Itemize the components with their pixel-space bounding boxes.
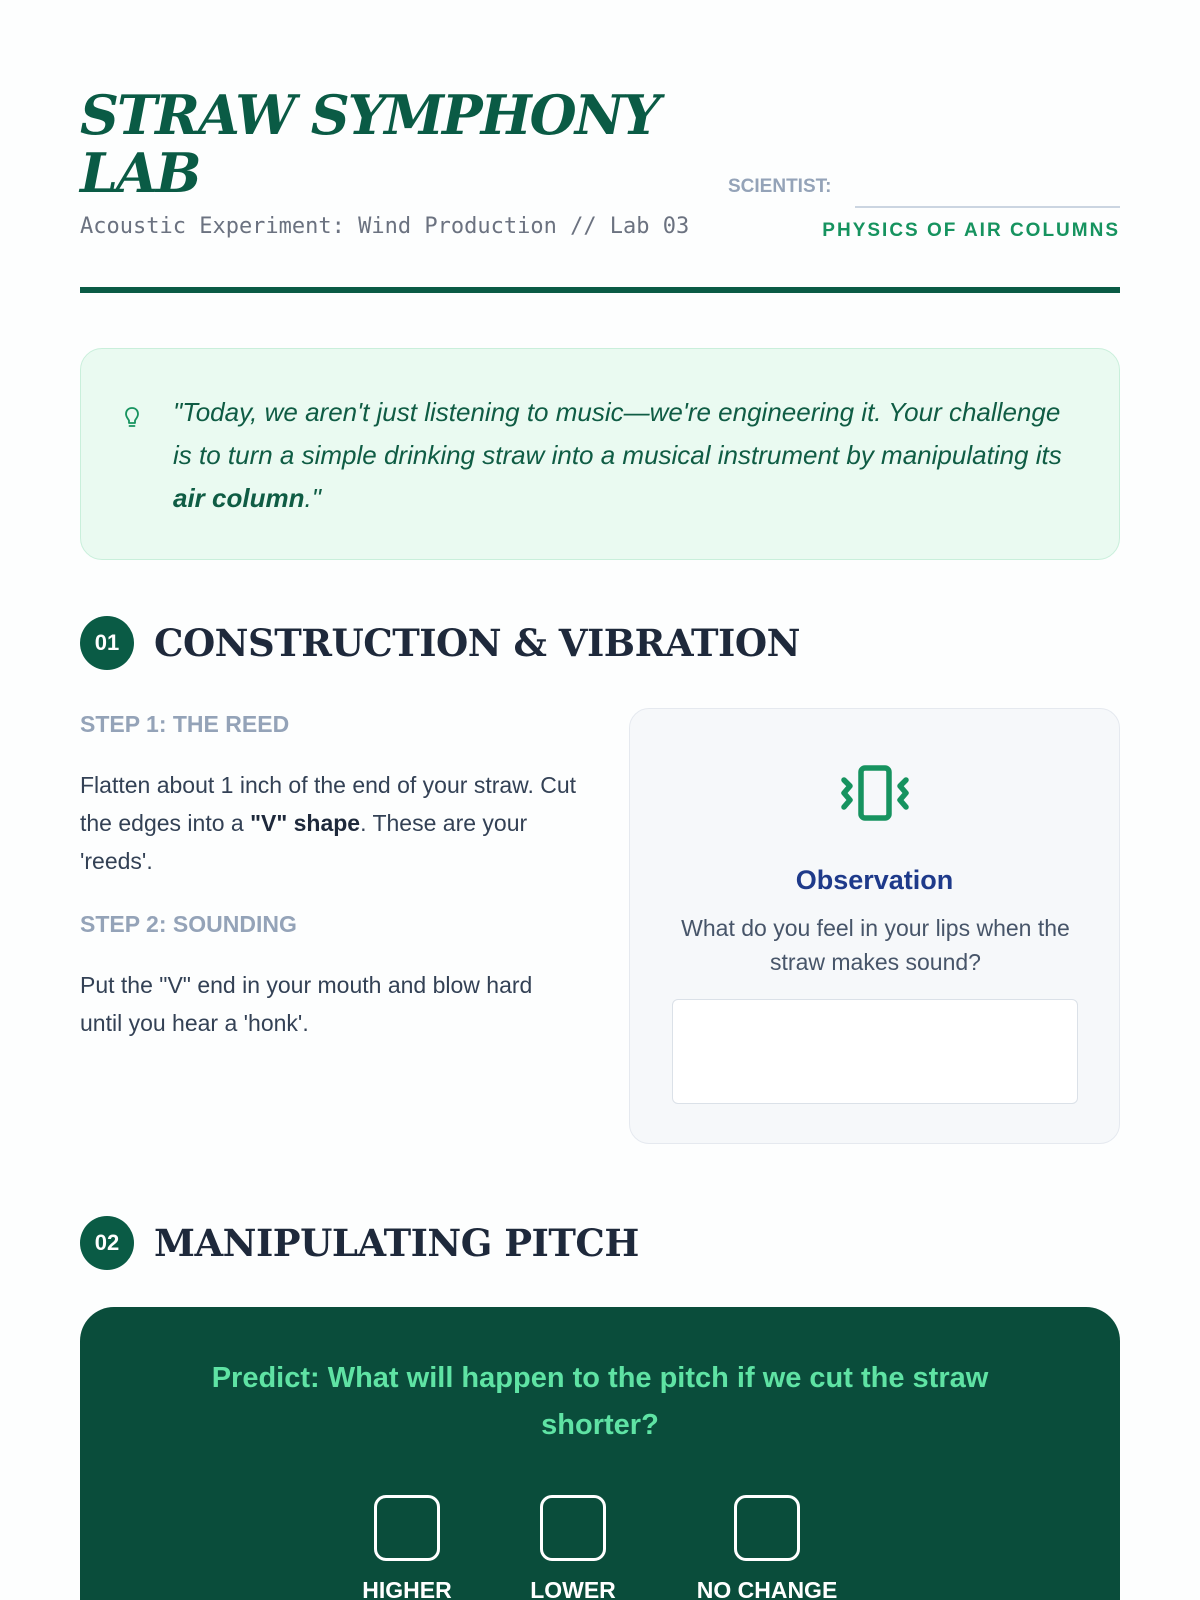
step-1-text: Flatten about 1 inch of the end of your straw. Cut the edges into a xyxy=(80,772,577,836)
prediction-question: Predict: What will happen to the pitch if we cut the straw shorter? xyxy=(211,1362,989,1441)
observation-card xyxy=(629,708,1120,1144)
intro-quote-text: "Today, we aren't just listening to music—we're engineering it. Your challenge is to turn a simple drinking straw into a musical instrument by manipulating its xyxy=(173,397,1062,470)
topic-tag: PHYSICS OF AIR COLUMNS xyxy=(822,220,1120,241)
choice-label: LOWER xyxy=(530,1577,616,1600)
choice-lower[interactable] xyxy=(493,1495,653,1600)
section-header-2 xyxy=(80,1216,1120,1270)
intro-callout xyxy=(80,348,1120,560)
choice-higher[interactable] xyxy=(327,1495,487,1600)
step-2-instructions: Put the "V" end in your mouth and blow hard until you hear a 'honk'. xyxy=(80,972,533,1036)
step-1-text-end: . These are your 'reeds'. xyxy=(80,810,528,874)
section-title: MANIPULATING PITCH xyxy=(154,1221,639,1265)
section-number-badge: 02 xyxy=(80,1216,134,1270)
step-2-label: STEP 2: SOUNDING xyxy=(80,911,297,937)
choice-label: NO CHANGE xyxy=(696,1577,838,1600)
step-1-emphasis: "V" shape xyxy=(250,810,361,836)
header-divider xyxy=(80,287,1120,293)
choice-checkbox[interactable] xyxy=(540,1495,606,1561)
step-1-instructions xyxy=(80,766,580,880)
section-number-badge: 01 xyxy=(80,616,134,670)
observation-answer-field[interactable] xyxy=(672,999,1078,1104)
worksheet-page xyxy=(80,0,1120,1600)
scientist-name-field[interactable] xyxy=(855,206,1120,208)
step-1-label: STEP 1: THE REED xyxy=(80,711,290,737)
section-header-1 xyxy=(80,616,1120,670)
section-title: CONSTRUCTION & VIBRATION xyxy=(154,621,800,665)
choice-checkbox[interactable] xyxy=(734,1495,800,1561)
scientist-label: SCIENTIST: xyxy=(728,176,832,197)
header xyxy=(80,80,1120,295)
prediction-panel xyxy=(80,1307,1120,1600)
intro-quote-end: ." xyxy=(304,483,321,513)
choice-checkbox[interactable] xyxy=(374,1495,440,1561)
vibrate-icon xyxy=(835,765,915,823)
choice-label: HIGHER xyxy=(362,1577,452,1600)
page-title: STRAW SYMPHONY LAB xyxy=(80,83,659,205)
observation-title: Observation xyxy=(795,865,954,895)
intro-quote-emphasis: air column xyxy=(173,483,305,513)
page-subtitle: Acoustic Experiment: Wind Production // Lab 03 xyxy=(80,214,690,239)
intro-quote xyxy=(173,391,1083,520)
observation-question: What do you feel in your lips when the straw makes sound? xyxy=(681,915,1070,975)
choice-no-change[interactable] xyxy=(687,1495,847,1600)
lightbulb-icon xyxy=(123,405,141,431)
